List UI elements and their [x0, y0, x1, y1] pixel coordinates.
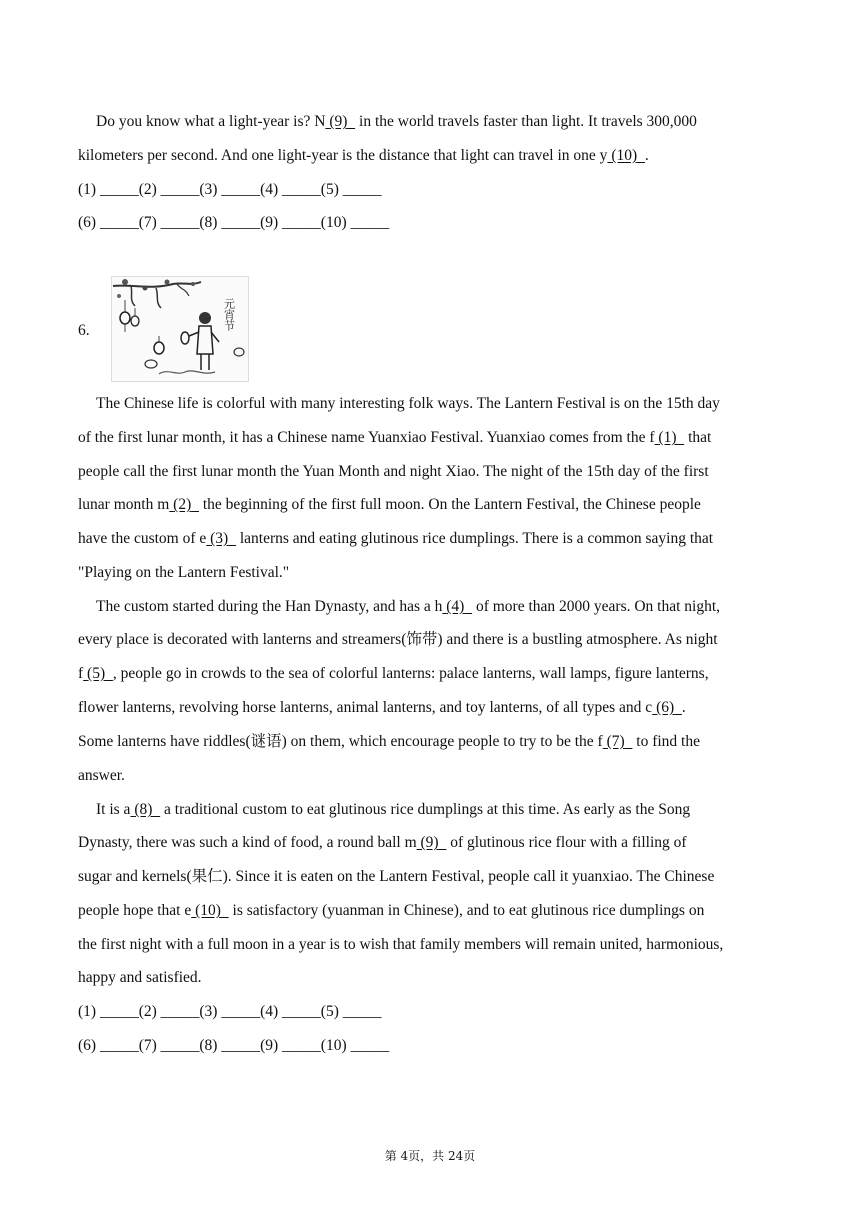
text-span: Do you know what a light-year is? N: [96, 113, 326, 130]
lantern-festival-ink-painting-icon: [111, 276, 249, 382]
text-span: kilometers per second. And one light-year is the distance that light can travel in one y: [78, 147, 608, 164]
blank-4[interactable]: (4): [446, 598, 465, 615]
blank-9[interactable]: (9): [329, 113, 348, 130]
text-span: Dynasty, there was such a kind of food, a round ball m: [78, 834, 417, 851]
text-span: the beginning of the first full moon. On the Lantern Festival, the Chinese people: [198, 496, 701, 513]
q6-answer-row-1: (1) _____(2) _____(3) _____(4) _____(5) _____: [78, 1003, 382, 1020]
p2-line-3: [78, 664, 709, 684]
passage5-answer-row-1: (1) _____(2) _____(3) _____(4) _____(5) _____: [78, 181, 382, 198]
text-span: to find the: [632, 733, 700, 750]
text-span: The custom started during the Han Dynasty, and has a h: [96, 598, 443, 615]
p1-line-4: [78, 495, 701, 515]
text-span: a traditional custom to eat glutinous rice dumplings at this time. As early as the Song: [160, 801, 691, 818]
question-number: 6.: [78, 322, 90, 339]
p2-line-5: [78, 732, 700, 752]
text-span: lanterns and eating glutinous rice dumplings. There is a common saying that: [235, 530, 714, 547]
svg-text:元宵节: 元宵节: [222, 298, 236, 331]
text-span: , people go in crowds to the sea of colorful lanterns: palace lanterns, wall lamps, figure lanterns,: [112, 665, 709, 682]
q6-answer-row-2: (6) _____(7) _____(8) _____(9) _____(10) _____: [78, 1037, 390, 1054]
text-span: Some lanterns have riddles(谜语) on them, which encourage people to try to be the f: [78, 733, 603, 750]
lantern-festival-image: [111, 276, 249, 382]
p3-line-6: happy and satisfied.: [78, 969, 202, 986]
p2-line-6: answer.: [78, 767, 125, 784]
text-span: in the world travels faster than light. It travels 300,000: [355, 113, 697, 130]
text-span: .: [644, 147, 649, 164]
text-span: .: [681, 699, 686, 716]
blank-1[interactable]: (1): [658, 429, 677, 446]
p1-line-5: [78, 529, 713, 549]
text-span: It is a: [96, 801, 131, 818]
text-span: have the custom of e: [78, 530, 207, 547]
p3-line-2: [78, 833, 687, 853]
text-span: of the first lunar month, it has a Chinese name Yuanxiao Festival. Yuanxiao comes from the f: [78, 429, 655, 446]
p3-line-3: sugar and kernels(果仁). Since it is eaten on the Lantern Festival, people call it yuanxiao. The Chinese: [78, 868, 715, 885]
text-span: is satisfactory (yuanman in Chinese), and to eat glutinous rice dumplings on: [228, 902, 705, 919]
text-span: f: [78, 665, 84, 682]
text-span: of glutinous rice flour with a filling of: [446, 834, 687, 851]
passage5-answer-row-2: (6) _____(7) _____(8) _____(9) _____(10) _____: [78, 214, 390, 231]
text-span: flower lanterns, revolving horse lanterns, animal lanterns, and toy lanterns, of all types and c: [78, 699, 653, 716]
p1-line-2: [78, 428, 711, 448]
p1-line-6: "Playing on the Lantern Festival.": [78, 564, 290, 581]
passage5-line-1: [96, 112, 697, 132]
p3-line-1: [96, 800, 690, 820]
p1-line-3: people call the first lunar month the Yuan Month and night Xiao. The night of the 15th day of the first: [78, 463, 709, 480]
p3-line-5: the first night with a full moon in a year is to wish that family members will remain united, harmonious,: [78, 936, 724, 953]
blank-3[interactable]: (3): [210, 530, 229, 547]
p2-line-2: every place is decorated with lanterns and streamers(饰带) and there is a bustling atmosphere. As night: [78, 631, 718, 648]
text-span: people hope that e: [78, 902, 192, 919]
blank-10[interactable]: (10): [611, 147, 638, 164]
p3-line-4: [78, 901, 704, 921]
blank-7[interactable]: (7): [606, 733, 625, 750]
blank-6[interactable]: (6): [656, 699, 675, 716]
blank-2[interactable]: (2): [173, 496, 192, 513]
page-number: 第 4页，共 24页: [384, 1149, 476, 1163]
passage5-line-2: [78, 146, 649, 166]
blank-5[interactable]: (5): [87, 665, 106, 682]
p2-line-4: [78, 698, 686, 718]
text-span: lunar month m: [78, 496, 170, 513]
blank-10[interactable]: (10): [195, 902, 221, 919]
p2-line-1: [96, 597, 720, 617]
text-span: that: [684, 429, 712, 446]
p1-line-1: The Chinese life is colorful with many interesting folk ways. The Lantern Festival is on the 15th day: [96, 395, 720, 412]
blank-9[interactable]: (9): [420, 834, 439, 851]
blank-8[interactable]: (8): [134, 801, 153, 818]
text-span: of more than 2000 years. On that night,: [472, 598, 721, 615]
